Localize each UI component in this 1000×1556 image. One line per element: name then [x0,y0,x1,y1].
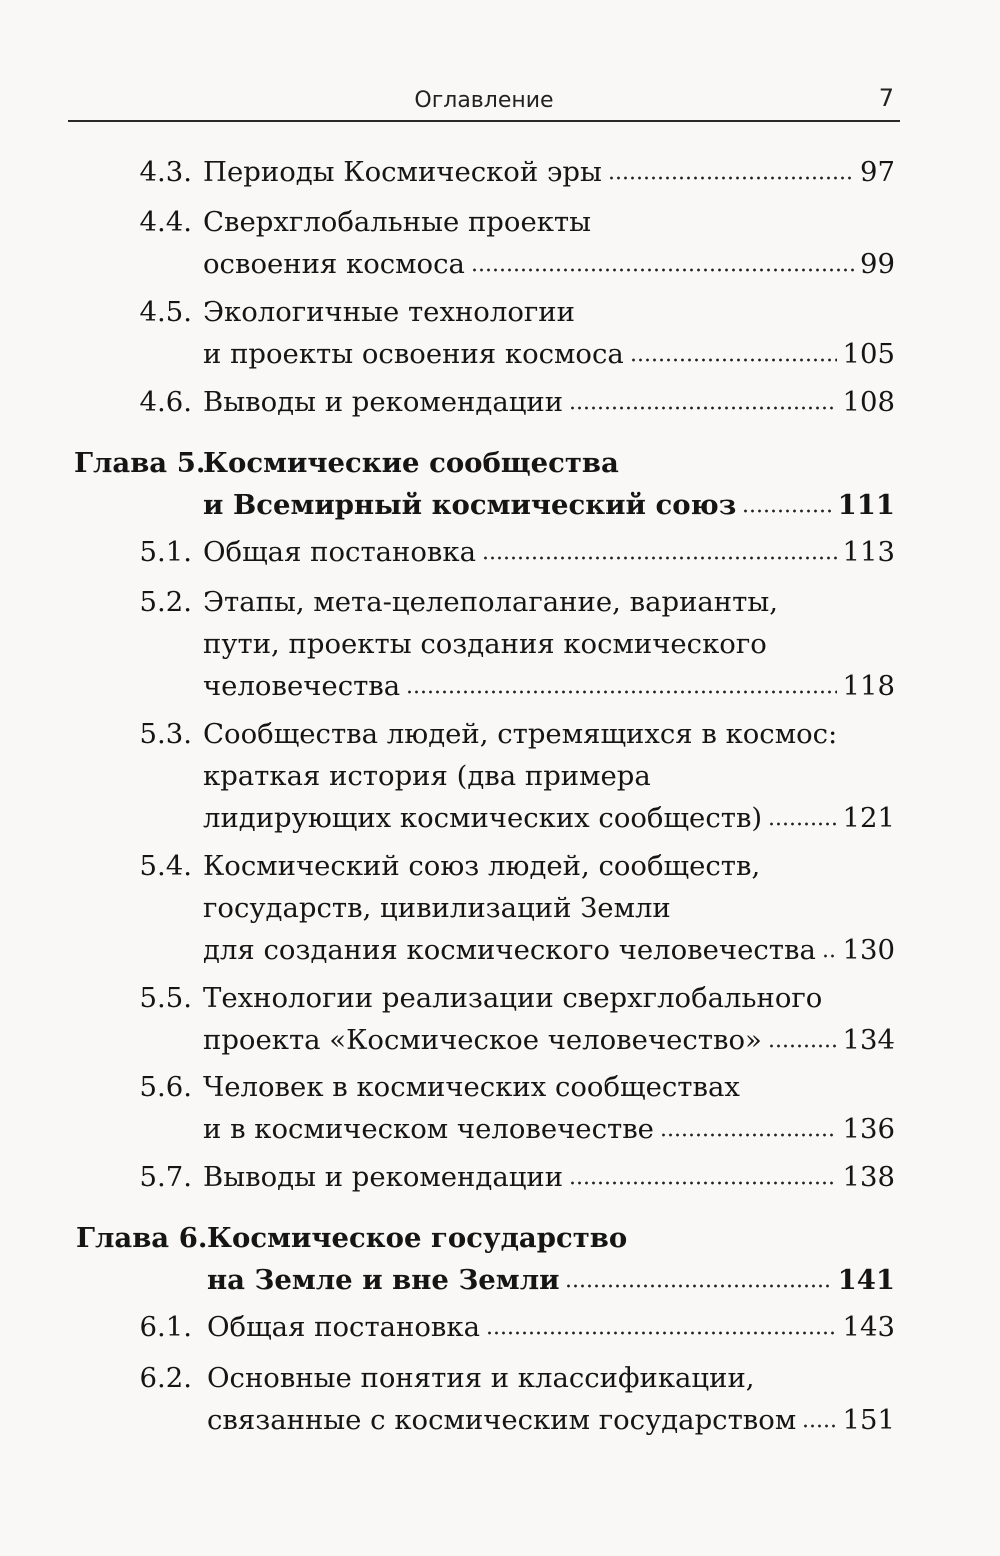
section-title-line: связанные с космическим государством [207,1404,797,1436]
dot-leader [802,1423,836,1429]
section-title-line: Экологичные технологии [203,296,575,328]
chapter-title-line: Космическое государство [207,1222,628,1254]
section-title-line: и в космическом человечестве [203,1113,654,1145]
section-number: 5.6. [139,1071,192,1103]
toc-entry-4-3[interactable] [0,152,1000,192]
page-ref: 143 [842,1311,895,1343]
section-title: Общая постановка [203,536,476,568]
toc-chapter-6[interactable] [0,1218,1000,1298]
toc-entry-4-5[interactable] [0,292,1000,372]
section-number: 5.2. [139,586,192,618]
toc-entry-5-4[interactable] [0,846,1000,970]
page-ref: 151 [842,1404,895,1436]
dot-leader [569,405,836,411]
header-rule [68,120,900,122]
page-ref: 134 [842,1024,895,1056]
dot-leader [660,1132,837,1138]
section-number: 6.2. [139,1362,192,1394]
section-title-line: пути, проекты создания космического [203,628,767,660]
page-ref: 113 [842,536,895,568]
section-title-line: и проекты освоения космоса [203,338,624,370]
page-ref: 97 [860,156,895,188]
section-title-line: Технологии реализации сверхглобального [203,982,823,1014]
section-number: 6.1. [139,1311,192,1343]
toc-entry-5-2[interactable] [0,582,1000,706]
dot-leader [471,267,854,273]
dot-leader [768,821,836,827]
section-title-line: для создания космического человечества [203,934,816,966]
toc-entry-5-1[interactable] [0,532,1000,572]
section-number: 5.5. [139,982,192,1014]
chapter-title-line: и Всемирный космический союз [203,489,737,521]
toc-entry-5-3[interactable] [0,714,1000,838]
dot-leader [742,508,831,514]
section-title-line: проекта «Космическое человечество» [203,1024,762,1056]
dot-leader [482,555,837,561]
chapter-title-line: на Земле и вне Земли [207,1264,560,1296]
running-title: Оглавление [414,88,554,113]
page-number: 7 [878,84,894,112]
page-ref: 99 [860,248,895,280]
page-ref: 136 [842,1113,895,1145]
chapter-number: Глава 5. [74,447,206,479]
section-title: Периоды Космической эры [203,156,602,188]
dot-leader [565,1283,831,1289]
section-title-line: государств, цивилизаций Земли [203,892,671,924]
section-title: Общая постановка [207,1311,480,1343]
section-title-line: человечества [203,670,401,702]
dot-leader [768,1043,837,1049]
page-ref: 138 [842,1161,895,1193]
section-title: Выводы и рекомендации [203,386,564,418]
running-head [68,80,900,122]
section-number: 4.3. [139,156,192,188]
section-title-line: краткая история (два примера [203,760,651,792]
toc-entry-6-2[interactable] [0,1358,1000,1438]
section-title-line: освоения космоса [203,248,465,280]
dot-leader [608,175,854,181]
dot-leader [406,689,836,695]
dot-leader [630,357,837,363]
toc-entry-5-7[interactable] [0,1157,1000,1197]
section-title-line: Сообщества людей, стремящихся в космос: [203,718,838,750]
page-ref: 130 [842,934,895,966]
section-title: Выводы и рекомендации [203,1161,564,1193]
toc-entry-4-4[interactable] [0,202,1000,282]
page-ref: 121 [842,802,895,834]
dot-leader [569,1180,836,1186]
section-title-line: Основные понятия и классификации, [207,1362,755,1394]
section-title-line: Этапы, мета-целеполагание, варианты, [203,586,778,618]
toc-entry-4-6[interactable] [0,382,1000,422]
section-title-line: Человек в космических сообществах [203,1071,740,1103]
section-title-line: Космический союз людей, сообществ, [203,850,761,882]
toc-entry-5-6[interactable] [0,1067,1000,1147]
section-number: 4.6. [139,386,192,418]
toc-entry-6-1[interactable] [0,1307,1000,1347]
section-number: 4.5. [139,296,192,328]
dot-leader [486,1330,837,1336]
chapter-number: Глава 6. [76,1222,208,1254]
section-number: 4.4. [139,206,192,238]
page-ref: 118 [842,670,895,702]
toc-entry-5-5[interactable] [0,978,1000,1058]
page-ref: 111 [837,489,895,521]
section-title-line: Сверхглобальные проекты [203,206,592,238]
section-number: 5.3. [139,718,192,750]
toc-chapter-5[interactable] [0,443,1000,523]
section-number: 5.1. [139,536,192,568]
page-ref: 108 [842,386,895,418]
section-number: 5.4. [139,850,192,882]
dot-leader [822,953,837,959]
section-number: 5.7. [139,1161,192,1193]
chapter-title-line: Космические сообщества [203,447,619,479]
page-ref: 141 [837,1264,895,1296]
section-title-line: лидирующих космических сообществ) [203,802,763,834]
page-ref: 105 [842,338,895,370]
